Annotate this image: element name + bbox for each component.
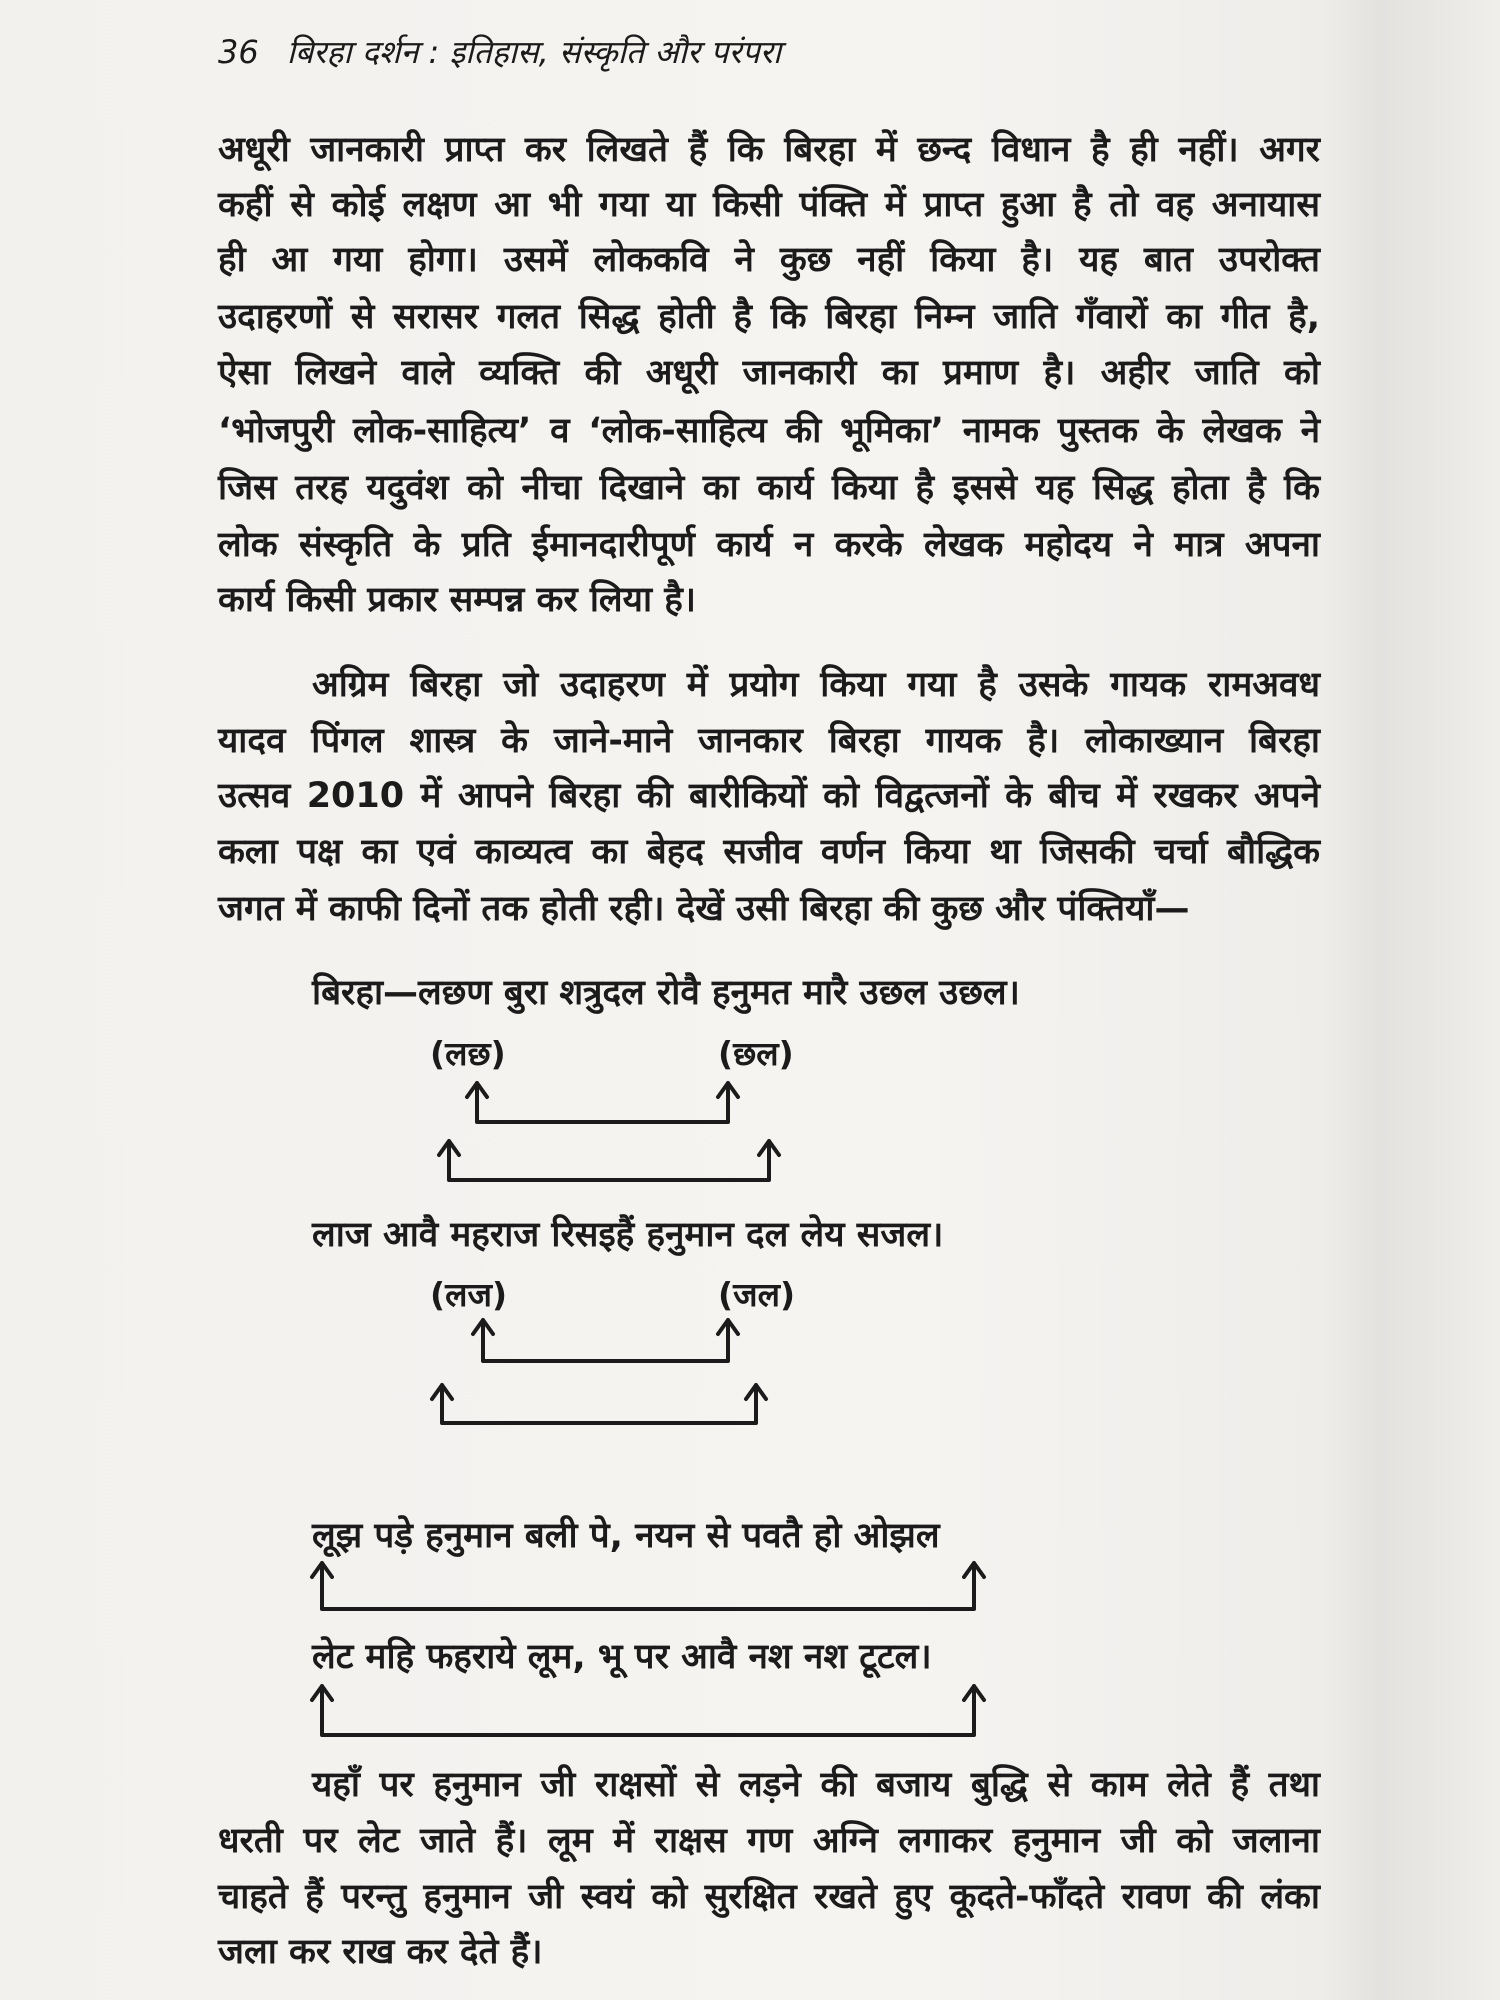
text-line: कहीं से कोई लक्षण आ भी गया या किसी पंक्ति में प्राप्त हुआ है तो वह अनायास [218, 185, 1320, 225]
verse-annotation: (लछ) [430, 1034, 506, 1073]
verse-line: लाज आवै महराज रिसइहैं हनुमान दल लेय सजल। [312, 1215, 944, 1255]
bracket-arrow-icon [312, 1686, 984, 1735]
text-line: चाहते हैं परन्तु हनुमान जी स्वयं को सुरक्षित रखते हुए कूदते-फाँदते रावण की लंका [218, 1877, 1320, 1917]
text-line: जिस तरह यदुवंश को नीचा दिखाने का कार्य किया है इससे यह सिद्ध होता है कि [218, 468, 1320, 508]
text-line: ही आ गया होगा। उसमें लोककवि ने कुछ नहीं किया है। यह बात उपरोक्त [218, 240, 1320, 280]
text-line: ऐसा लिखने वाले व्यक्ति की अधूरी जानकारी का प्रमाण है। अहीर जाति को [218, 353, 1320, 393]
text-line: यादव पिंगल शास्त्र के जाने-माने जानकार बिरहा गायक है। लोकाख्यान बिरहा [218, 721, 1320, 761]
bracket-arrow-icon [439, 1141, 779, 1180]
text-line: लोक संस्कृति के प्रति ईमानदारीपूर्ण कार्य न करके लेखक महोदय ने मात्र अपना [218, 525, 1320, 565]
text-line: धरती पर लेट जाते हैं। लूम में राक्षस गण अग्नि लगाकर हनुमान जी को जलाना [218, 1821, 1320, 1861]
text-line: कार्य किसी प्रकार सम्पन्न कर लिया है। [218, 580, 697, 620]
text-line: जगत में काफी दिनों तक होती रही। देखें उसी बिरहा की कुछ और पंक्तियाँ— [218, 889, 1190, 929]
book-title: बिरहा दर्शन : इतिहास, संस्कृति और परंपरा [286, 33, 782, 71]
text-line: उत्सव 2010 में आपने बिरहा की बारीकियों को विद्वत्जनों के बीच में रखकर अपने [218, 776, 1320, 816]
bracket-arrow-icon [473, 1320, 738, 1361]
text-line: यहाँ पर हनुमान जी राक्षसों से लड़ने की बजाय बुद्धि से काम लेते हैं तथा [312, 1765, 1320, 1805]
verse-annotation: (जल) [718, 1275, 796, 1314]
page-number: 36 [218, 33, 259, 71]
text-line: उदाहरणों से सरासर गलत सिद्ध होती है कि बिरहा निम्न जाति गँवारों का गीत है, [218, 297, 1320, 337]
text-line: जला कर राख कर देते हैं। [218, 1932, 543, 1972]
verse-line: लूझ पड़े हनुमान बली पे, नयन से पवतै हो ओझल [312, 1516, 940, 1556]
text-line: अग्रिम बिरहा जो उदाहरण में प्रयोग किया गया है उसके गायक रामअवध [312, 665, 1320, 705]
verse-line: लेट महि फहराये लूम, भू पर आवै नश नश टूटल। [312, 1637, 932, 1677]
text-line: ‘भोजपुरी लोक-साहित्य’ व ‘लोक-साहित्य की भूमिका’ नामक पुस्तक के लेखक ने [218, 411, 1320, 451]
bracket-arrow-icon [467, 1083, 738, 1122]
verse-annotation: (लज) [430, 1275, 508, 1314]
verse-line: बिरहा—लछण बुरा शत्रुदल रोवै हनुमत मारै उछल उछल। [312, 973, 1020, 1013]
text-line: कला पक्ष का एवं काव्यत्व का बेहद सजीव वर्णन किया था जिसकी चर्चा बौद्धिक [218, 832, 1320, 872]
text-line: अधूरी जानकारी प्राप्त कर लिखते हैं कि बिरहा में छन्द विधान है ही नहीं। अगर [218, 130, 1320, 170]
verse-annotation: (छल) [718, 1034, 794, 1073]
bracket-arrow-icon [432, 1385, 766, 1423]
bracket-arrow-icon [312, 1563, 984, 1609]
